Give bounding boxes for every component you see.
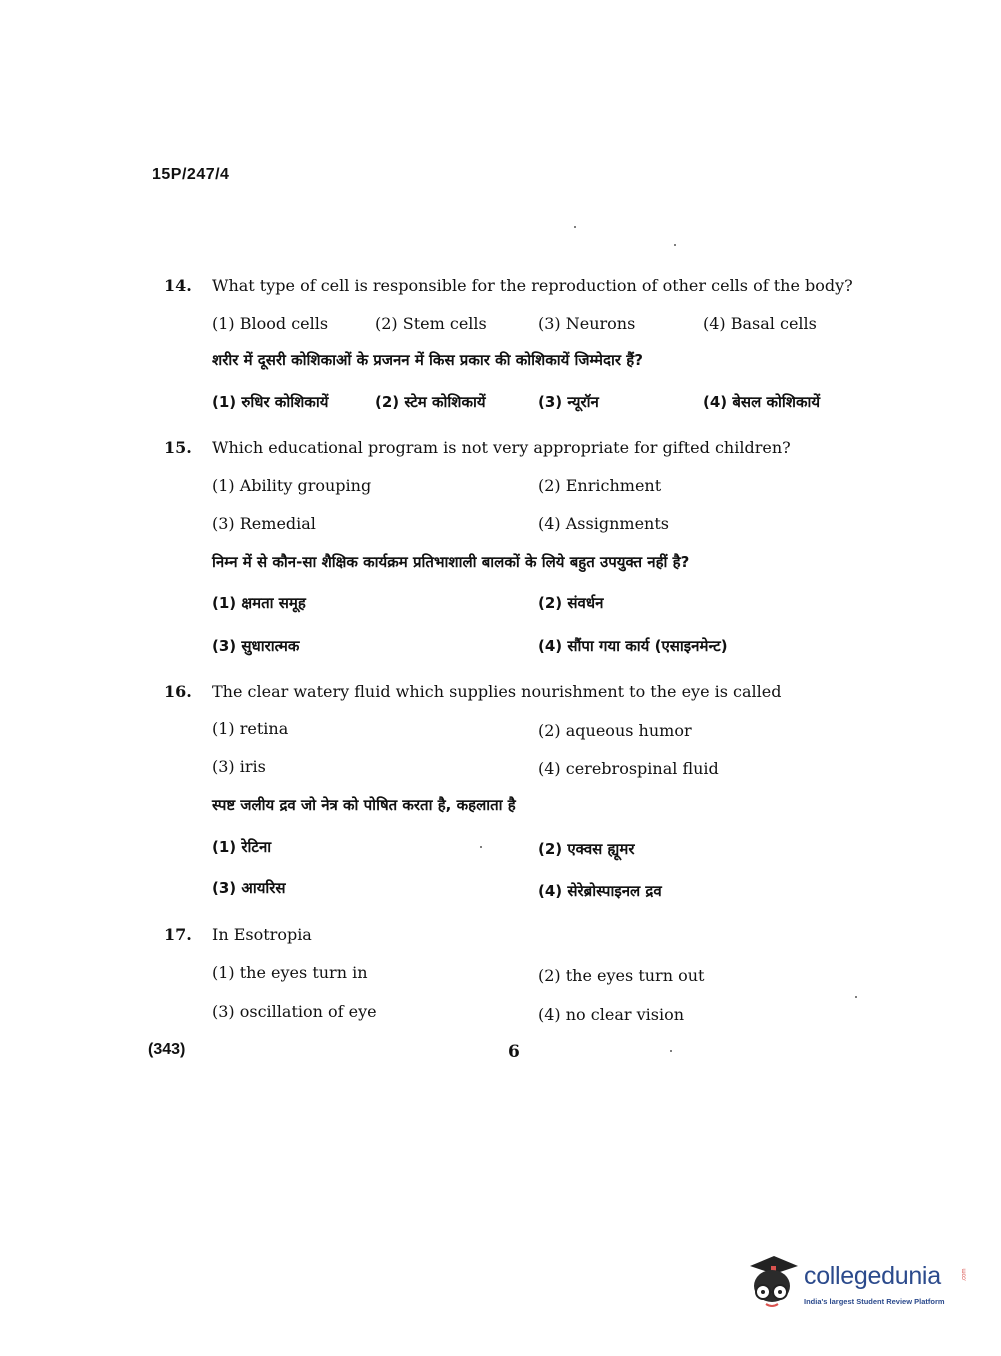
question-14-option-4: (4) Basal cells	[703, 314, 817, 333]
question-16-hindi-option-3: (3) आयरिस	[212, 879, 286, 897]
scan-speck	[480, 846, 482, 848]
logo-wordmark: collegedunia	[804, 1262, 941, 1290]
footer-code: (343)	[148, 1041, 186, 1058]
question-14-hindi-option-1: (1) रुधिर कोशिकायें	[212, 393, 329, 411]
question-16-option-3: (3) iris	[212, 757, 266, 776]
question-17-option-3: (3) oscillation of eye	[212, 1002, 377, 1021]
question-16-option-4: (4) cerebrospinal fluid	[538, 759, 719, 778]
question-15-text: Which educational program is not very appropriate for gifted children?	[212, 438, 791, 457]
question-17-number: 17.	[164, 925, 192, 944]
question-15-hindi-option-3: (3) सुधारात्मक	[212, 637, 300, 655]
question-14-option-1: (1) Blood cells	[212, 314, 329, 333]
question-16-hindi-option-1: (1) रेटिना	[212, 838, 272, 856]
question-16-hindi-option-2: (2) एक्वस ह्यूमर	[538, 840, 635, 858]
question-15-hindi-option-2: (2) संवर्धन	[538, 594, 604, 612]
paper-code: 15P/247/4	[152, 166, 230, 183]
question-15-option-3: (3) Remedial	[212, 514, 316, 533]
collegedunia-logo	[744, 1252, 974, 1312]
question-16-number: 16.	[164, 682, 192, 701]
question-16-option-2: (2) aqueous humor	[538, 721, 692, 740]
question-16-option-1: (1) retina	[212, 719, 289, 738]
question-16-hindi-option-4: (4) सेरेब्रोस्पाइनल द्रव	[538, 882, 662, 900]
scan-speck	[855, 996, 857, 998]
question-17-option-1: (1) the eyes turn in	[212, 963, 368, 982]
question-15-option-4: (4) Assignments	[538, 514, 669, 533]
logo-tagline: India's largest Student Review Platform	[804, 1297, 945, 1306]
question-14-hindi-option-3: (3) न्यूरॉन	[538, 393, 599, 411]
question-14-hindi-option-4: (4) बेसल कोशिकायें	[703, 393, 821, 411]
question-17-text: In Esotropia	[212, 925, 312, 944]
scan-speck	[574, 226, 576, 228]
question-15-hindi-text: निम्न में से कौन-सा शैक्षिक कार्यक्रम प्रतिभाशाली बालकों के लिये बहुत उपयुक्त नहीं है?	[212, 553, 690, 571]
scan-speck	[674, 244, 676, 246]
question-15-hindi-option-1: (1) क्षमता समूह	[212, 594, 306, 612]
question-16-hindi-text: स्पष्ट जलीय द्रव जो नेत्र को पोषित करता है, कहलाता है	[212, 796, 516, 814]
question-14-number: 14.	[164, 276, 192, 295]
question-17-option-4: (4) no clear vision	[538, 1005, 685, 1024]
page-number: 6	[508, 1042, 520, 1062]
question-14-hindi-text: शरीर में दूसरी कोशिकाओं के प्रजनन में किस प्रकार की कोशिकायें जिम्मेदार हैं?	[212, 351, 643, 369]
question-14-option-3: (3) Neurons	[538, 314, 636, 333]
scan-speck	[670, 1050, 672, 1052]
logo-suffix: .com	[961, 1268, 968, 1282]
question-15-option-1: (1) Ability grouping	[212, 476, 372, 495]
question-15-option-2: (2) Enrichment	[538, 476, 662, 495]
question-15-number: 15.	[164, 438, 192, 457]
question-14-option-2: (2) Stem cells	[375, 314, 487, 333]
question-14-text: What type of cell is responsible for the reproduction of other cells of the body?	[212, 276, 853, 295]
question-17-option-2: (2) the eyes turn out	[538, 966, 705, 985]
mascot-icon	[744, 1252, 802, 1312]
question-15-hindi-option-4: (4) सौंपा गया कार्य (एसाइनमेन्ट)	[538, 637, 728, 655]
question-16-text: The clear watery fluid which supplies nourishment to the eye is called	[212, 682, 782, 701]
question-14-hindi-option-2: (2) स्टेम कोशिकायें	[375, 393, 486, 411]
